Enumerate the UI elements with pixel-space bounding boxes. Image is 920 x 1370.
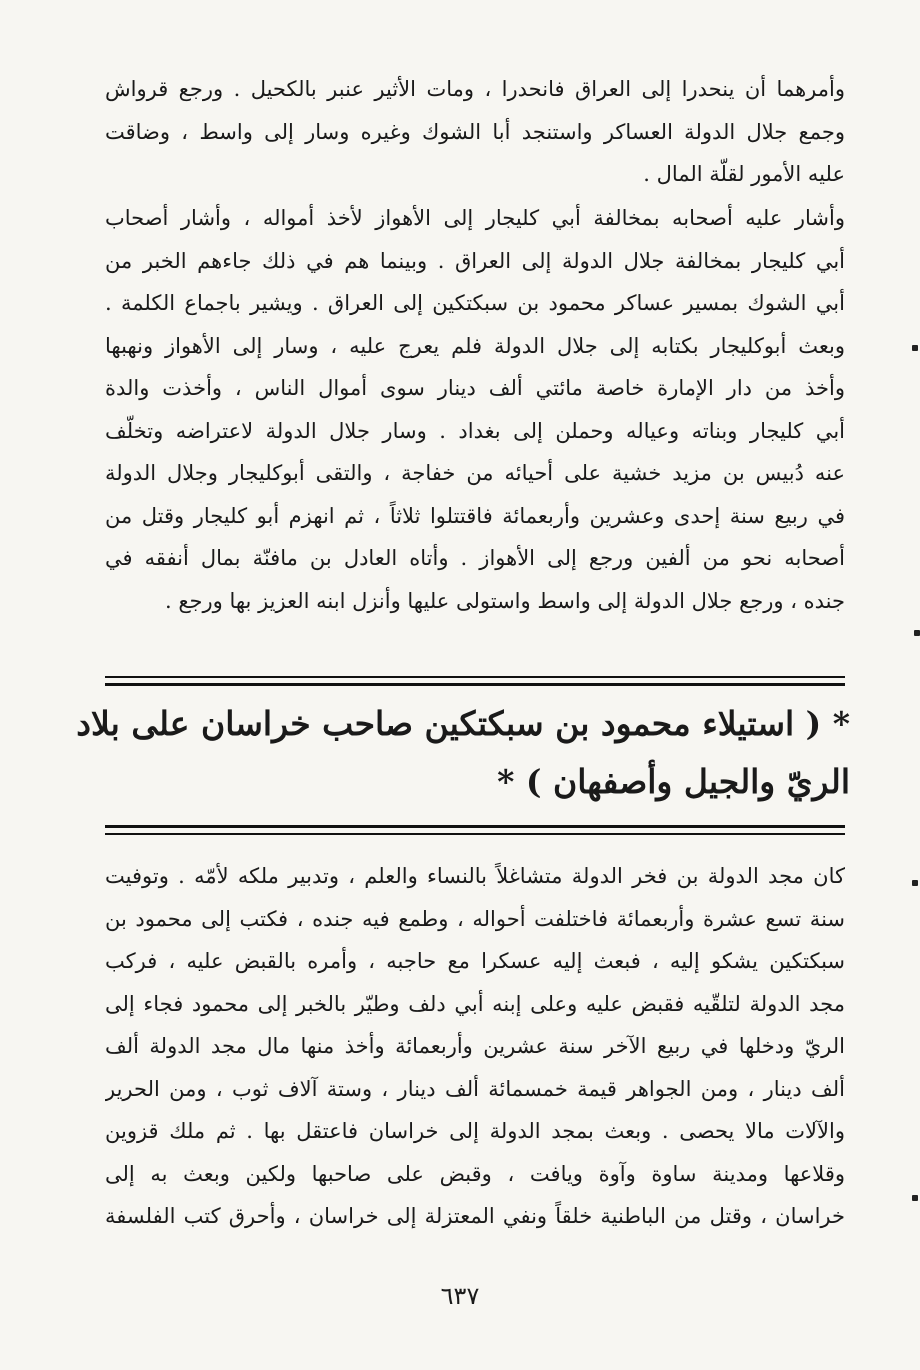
text-line: وأمرهما أن ينحدرا إلى العراق فانحدرا ، ومات الأثير عنبر بالكحيل . ورجع قرواش (105, 77, 845, 101)
margin-mark (914, 630, 920, 636)
text-line: وجمع جلال الدولة العساكر واستنجد أبا الشوك وغيره وسار إلى واسط ، وضاقت (105, 119, 845, 144)
heading-line: الريّ والجيل وأصفهان ) * (497, 762, 850, 801)
text-line: والآلات مالا يحصى . وبعث بمجد الدولة إلى خراسان فاعتقل بها . ثم ملك قزوين (105, 1119, 845, 1143)
divider-rule (105, 825, 845, 828)
text-line: وأشار عليه أصحابه بمخالفة أبي كليجار إلى الأهواز لأخذ أمواله ، وأشار أصحاب (105, 206, 845, 230)
text-line: كان مجد الدولة بن فخر الدولة متشاغلاً بالنساء والعلم ، وتدبير ملكه لأمّه . وتوفيت (105, 864, 845, 888)
margin-mark (912, 1195, 918, 1201)
text-line: أبي الشوك بمسير عساكر محمود بن سبكتكين إلى العراق . ويشير باجماع الكلمة . (105, 291, 845, 315)
heading-line: * ( استيلاء محمود بن سبكتكين صاحب خراسان على بلاد (76, 704, 850, 743)
text-line: عليه الأمور لقلّة المال . (643, 162, 845, 186)
section-heading (76, 695, 850, 811)
text-line: أصحابه نحو من ألفين ورجع إلى الأهواز . وأتاه العادل بن مافنّة بمال أنفقه في (105, 546, 845, 570)
page-number: ٦٣٧ (440, 1282, 480, 1310)
text-line: وبعث أبوكليجار بكتابه إلى جلال الدولة فلم يعرج عليه ، وسار إلى الأهواز ونهبها (105, 333, 845, 358)
text-line: عنه دُبيس بن مزيد خشية على أحيائه من خفاجة ، والتقى أبوكليجار وجلال الدولة (105, 461, 845, 485)
text-line: أبي كليجار بمخالفة جلال الدولة إلى العراق . وبينما هم في ذلك جاءهم الخبر من (105, 248, 845, 273)
text-line: سنة تسع عشرة وأربعمائة فاختلفت أحواله ، وطمع فيه جنده ، فكتب إلى محمود بن (105, 906, 845, 931)
text-line: جنده ، ورجع جلال الدولة إلى واسط واستولى عليها وأنزل ابنه العزيز بها ورجع . (165, 588, 845, 613)
margin-mark (912, 880, 918, 886)
text-line: أبي كليجار وبناته وعياله وحملن إلى بغداد . وسار جلال الدولة لاعتراضه وتخلّف (105, 418, 845, 443)
paragraph-3 (105, 855, 845, 1238)
divider-rule (105, 676, 845, 678)
text-line: الريّ ودخلها في ربيع الآخر سنة عشرين وأربعمائة وأخذ منها مال مجد الدولة ألف (105, 1034, 845, 1058)
divider-rule (105, 833, 845, 835)
text-line: ألف دينار ، ومن الجواهر قيمة خمسمائة ألف دينار ، وستة آلاف ثوب ، ومن الحرير (105, 1076, 845, 1101)
text-line: مجد الدولة لتلقّيه فقبض عليه وعلى إبنه أبي دلف وطيّر بالخبر إلى محمود فجاء إلى (105, 991, 845, 1016)
divider-rule (105, 683, 845, 686)
text-line: وقلاعها ومدينة ساوة وآوة ويافت ، وقبض على صاحبها ولكين وبعث به إلى (105, 1161, 845, 1186)
text-line: خراسان ، وقتل من الباطنية خلقاً ونفي المعتزلة إلى خراسان ، وأحرق كتب الفلسفة (105, 1204, 845, 1228)
paragraph-1 (105, 68, 845, 196)
text-line: وأخذ من دار الإمارة خاصة مائتي ألف دينار سوى أموال الناس ، وأخذت والدة (105, 376, 845, 400)
text-line: في ربيع سنة إحدى وعشرين وأربعمائة فاقتتلوا ثلاثاً ، ثم انهزم أبو كليجار وقتل من (105, 503, 845, 528)
margin-mark (912, 345, 918, 351)
text-line: سبكتكين يشكو إليه ، فبعث إليه عسكرا مع حاجبه ، وأمره بالقبض عليه ، فركب (105, 949, 845, 973)
paragraph-2 (105, 197, 845, 622)
